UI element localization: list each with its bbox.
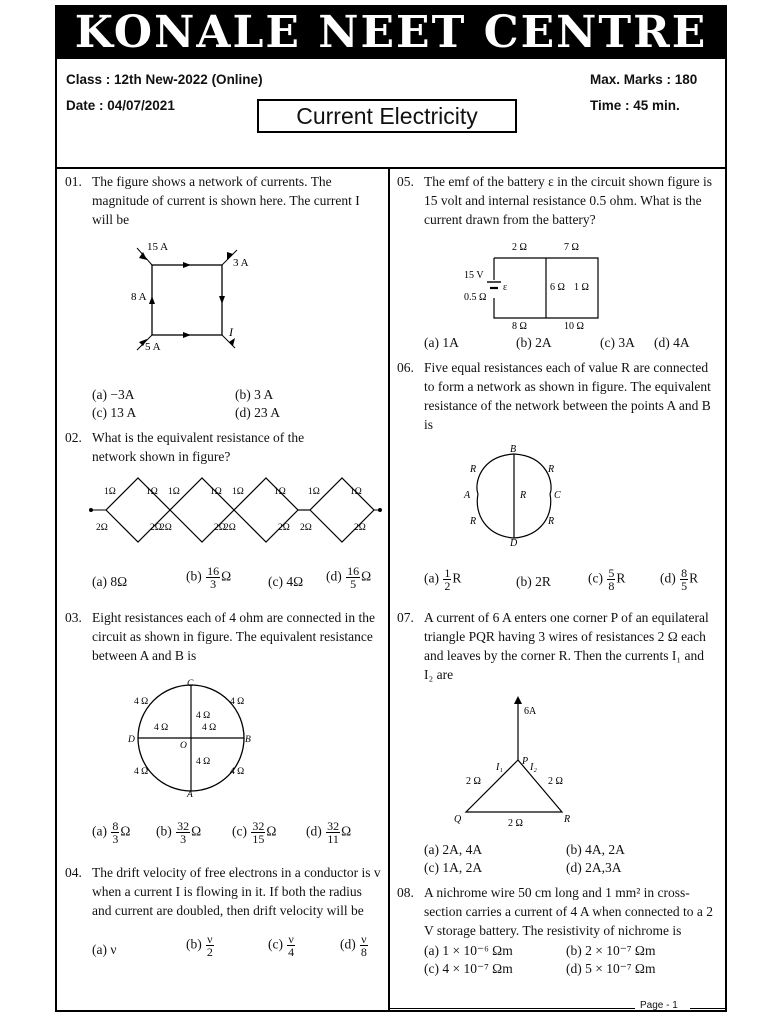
svg-text:4 Ω: 4 Ω [230,697,245,707]
svg-text:R: R [520,490,527,501]
fig-label-15a: 15 A [147,241,169,253]
svg-text:R: R [548,464,555,475]
question-number: 04. [65,865,82,880]
page-title: Current Electricity [257,99,517,133]
resistor-label: 2Ω [96,523,108,533]
svg-text:ε: ε [503,282,508,293]
question-8 [397,883,714,940]
svg-text:1 Ω: 1 Ω [574,282,589,293]
svg-text:I₁: I₁ [496,762,503,773]
resistor-label: 2Ω [278,523,290,533]
resistor-label: 1Ω [232,487,244,497]
svg-text:7 Ω: 7 Ω [564,242,579,253]
svg-text:R: R [470,464,477,475]
option-c[interactable]: (c) 13 A [92,405,137,420]
question-3 [65,608,382,665]
option-c[interactable]: (c) 1A, 2A [424,860,483,875]
svg-text:D: D [510,538,518,548]
option-b[interactable]: (b) 2A [516,335,552,350]
option-a[interactable]: (a) 1A [424,335,459,350]
option-a[interactable]: (a) 1 × 10⁻⁶ Ωm [424,943,513,958]
question-number: 02. [65,430,82,445]
svg-text:R: R [564,814,571,825]
svg-text:4 Ω: 4 Ω [134,767,149,777]
resistor-label: 1Ω [308,487,320,497]
resistor-label: 2Ω [160,523,172,533]
option-d[interactable]: (d) 2A,3A [566,860,622,875]
node-a: A [187,790,193,800]
resistor-label: 2Ω [300,523,312,533]
option-a[interactable]: (a) 8Ω [92,574,128,589]
svg-text:4 Ω: 4 Ω [134,697,149,707]
resistor-label: 1Ω [210,487,222,497]
svg-text:A: A [464,490,471,501]
option-d[interactable]: (d) 4A [654,335,690,350]
question-number: 06. [397,360,414,375]
fig-label-i: I [229,325,233,339]
svg-text:10 Ω: 10 Ω [564,321,584,330]
svg-text:8 Ω: 8 Ω [512,321,527,330]
node-c: C [187,679,194,689]
option-b[interactable]: (b) $\frac{32}{3}$ Ω [156,819,202,846]
option-a[interactable]: (a) $\frac{8}{3}$ Ω [92,819,131,846]
question-number: 01. [65,174,82,189]
node-o: O [180,741,187,751]
svg-text:B: B [510,444,517,455]
question-1 [65,172,382,229]
question-number: 08. [397,885,414,900]
svg-text:C: C [554,490,561,501]
option-c[interactable]: (c) 4Ω [268,574,304,589]
circle-network-figure [128,678,258,800]
svg-text:6 Ω: 6 Ω [550,282,565,293]
fig-label-8a: 8 A [131,291,147,303]
svg-text:R: R [548,516,555,527]
resistor-label: 1Ω [350,487,362,497]
bridge-network-figure [460,444,570,548]
option-b[interactable]: (b) 2 × 10⁻⁷ Ωm [566,943,656,958]
node-b: B [245,735,251,745]
svg-text:2 Ω: 2 Ω [508,818,523,828]
option-d[interactable]: (d) 23 A [235,405,280,420]
svg-text:2 Ω: 2 Ω [548,776,563,787]
svg-text:Q: Q [454,814,462,825]
resistor-label: 2Ω [354,523,366,533]
resistor-label: 1Ω [168,487,180,497]
question-2 [65,428,332,466]
svg-text:R: R [470,516,477,527]
question-text: A nichrome wire 50 cm long and 1 mm² in cross-section carries a current of 4 A when connected to a 2 V storage battery. The resistivity of nichrome is [424,885,714,938]
question-text: The emf of the battery ε in the circuit shown figure is 15 volt and internal resistance 0.5 ohm. What is the current drawn from the battery? [424,174,712,227]
resistor-label: 1Ω [146,487,158,497]
page-number: Page - 1 [640,1000,678,1011]
option-d[interactable]: (d) $\frac{16}{5}$ Ω [326,564,372,591]
question-number: 05. [397,174,414,189]
resistor-label: 2Ω [224,523,236,533]
option-b[interactable]: (b) $\frac{16}{3}$ Ω [186,564,232,591]
svg-text:I₂: I₂ [530,762,537,773]
question-text: A current of 6 A enters one corner P of an equilateral triangle PQR having 3 wires of resistances 2 Ω each and leaves by the corner R. Then the currents I₁ and I₂ are [424,610,709,682]
question-text: Eight resistances each of 4 ohm are connected in the circuit as shown in figure. The equivalent resistance between A and B is [92,610,376,663]
question-6 [397,358,714,434]
svg-text:4 Ω: 4 Ω [230,767,245,777]
battery-circuit-figure [462,238,606,330]
svg-text:0.5 Ω: 0.5 Ω [464,292,487,303]
column-divider [388,168,390,1010]
footer-rule [390,1008,635,1009]
resistor-label: 1Ω [274,487,286,497]
header-divider [57,167,725,169]
svg-text:4 Ω: 4 Ω [202,723,217,733]
question-number: 07. [397,610,414,625]
resistor-label: 2Ω [150,523,162,533]
question-text: Five equal resistances each of value R are connected to form a network as shown in figure. The equivalent resistance of the network between the points A and B is [424,360,711,432]
svg-text:2 Ω: 2 Ω [466,776,481,787]
question-5 [397,172,714,229]
time-label: Time : 45 min. [590,98,680,113]
option-d[interactable]: (d) $\frac{32}{11}$ Ω [306,819,352,846]
option-b[interactable]: (b) 3 A [235,387,274,402]
option-b[interactable]: (b) 2R [516,574,551,589]
fig-label-5a: 5 A [145,341,161,353]
question-text: The figure shows a network of currents. The magnitude of current is shown here. The current I will be [92,174,360,227]
option-c[interactable]: (c) 3A [600,335,635,350]
option-d[interactable]: (d) $\frac{8}{5}$ R [660,566,699,593]
question-7 [397,608,714,684]
class-label: Class : 12th New-2022 (Online) [66,72,263,87]
fig-label-3a: 3 A [233,257,249,269]
svg-text:4 Ω: 4 Ω [196,711,211,721]
svg-text:4 Ω: 4 Ω [196,757,211,767]
option-c[interactable]: (c) $\frac{32}{15}$ Ω [232,819,277,846]
question-number: 03. [65,610,82,625]
svg-text:15 V: 15 V [464,270,484,281]
option-c[interactable]: (c) $\frac{5}{8}$ R [588,566,626,593]
option-d[interactable]: (d) 5 × 10⁻⁷ Ωm [566,961,656,976]
option-c[interactable]: (c) 4 × 10⁻⁷ Ωm [424,961,513,976]
current-network-figure [125,238,265,356]
triangle-network-figure [452,694,582,828]
option-c[interactable]: (c) $\frac{\nu}{4}$ [268,932,295,959]
option-a[interactable]: (a) 2A, 4A [424,842,483,857]
diamond-network-figure [88,470,382,550]
question-4 [65,863,382,920]
svg-text:2 Ω: 2 Ω [512,242,527,253]
question-text: What is the equivalent resistance of the network shown in figure? [92,430,305,464]
option-a[interactable]: (a) $\frac{1}{2}$ R [424,566,462,593]
option-a[interactable]: (a) ν [92,942,117,957]
option-a[interactable]: (a) −3A [92,387,135,402]
footer-rule-right [690,1008,727,1009]
option-b[interactable]: (b) $\frac{\nu}{2}$ [186,932,213,959]
svg-text:6A: 6A [524,706,537,717]
node-d: D [128,735,135,745]
max-marks: Max. Marks : 180 [590,72,698,87]
svg-text:P: P [522,756,529,767]
option-b[interactable]: (b) 4A, 2A [566,842,625,857]
option-d[interactable]: (d) $\frac{\nu}{8}$ [340,932,367,959]
centre-banner: KONALE NEET CENTRE [57,7,725,59]
svg-text:4 Ω: 4 Ω [154,723,169,733]
resistor-label: 1Ω [104,487,116,497]
resistor-label: 2Ω [214,523,226,533]
date-label: Date : 04/07/2021 [66,98,175,113]
question-text: The drift velocity of free electrons in a conductor is v when a current I is flowing in it. If both the radius and current are doubled, then drift velocity will be [92,865,381,918]
